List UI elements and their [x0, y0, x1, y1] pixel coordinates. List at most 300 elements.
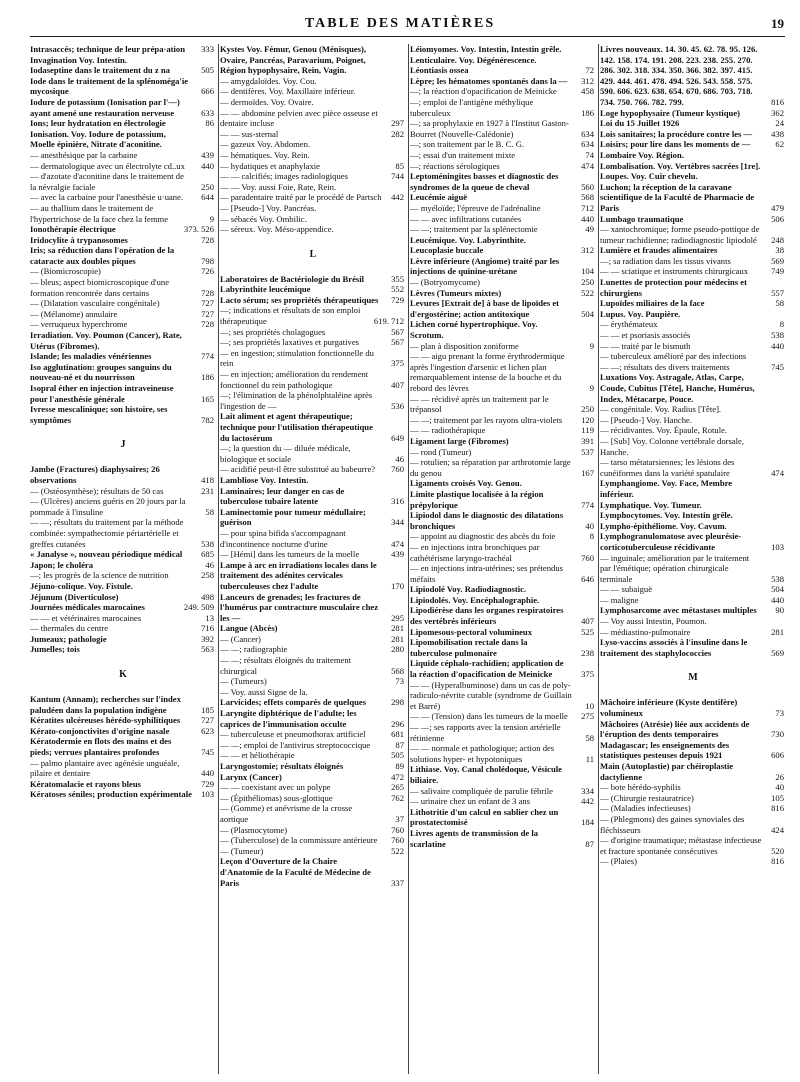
entry-page-number: 479	[771, 202, 784, 213]
index-entry	[220, 284, 406, 295]
entry-page-number: 282	[391, 128, 404, 139]
section-letter: L	[309, 248, 317, 260]
index-entry	[600, 150, 786, 161]
index-entry	[30, 634, 216, 645]
index-entry	[410, 786, 596, 797]
index-entry	[220, 150, 406, 161]
entry-page-number: 250	[581, 404, 594, 415]
entry-text: Lumière et fraudes alimentaires	[600, 245, 718, 256]
index-entry	[600, 478, 786, 499]
entry-page-number: 504	[771, 584, 784, 595]
entry-text: — (Plasmocytome)	[220, 824, 288, 835]
index-entry	[220, 76, 406, 87]
entry-page-number: 119	[581, 425, 594, 436]
index-entry	[410, 394, 596, 415]
index-entry	[220, 793, 406, 804]
entry-page-number: 334	[581, 785, 594, 796]
entry-text: — — aigu prenant la forme érythrodermique après l'ingestion d'arsenic et lichen plan remarquablement intense de la bouche et du rebord des lèvres	[410, 351, 565, 393]
index-entry	[600, 521, 786, 532]
entry-page-number: 295	[391, 612, 404, 623]
entry-text: Lympho-épithéliome. Voy. Cavum.	[600, 520, 727, 531]
entry-page-number: 38	[775, 245, 784, 256]
entry-text: — [Sub] Voy. Colonne vertébrale dorsale, Hanche.	[600, 435, 744, 457]
entry-text: — (Dilatation vasculaire congénitale)	[30, 298, 160, 309]
entry-text: Irradiation. Voy. Poumon (Cancer), Rate, Utérus (Fibromes).	[30, 330, 182, 351]
entry-page-number: 296	[391, 718, 404, 729]
entry-page-number: 536	[391, 400, 404, 411]
entry-page-number: 798	[201, 255, 214, 266]
entry-text: — dermatologique avec un électrolyte cd..ux	[30, 160, 185, 171]
entry-text: Kératites ulcéreuses hérédo-syphilitiques	[30, 715, 181, 726]
index-entry	[410, 510, 596, 531]
entry-page-number: 760	[391, 824, 404, 835]
entry-page-number: 170	[391, 580, 404, 591]
entry-page-number: 9	[589, 340, 594, 351]
entry-page-number: 167	[581, 467, 594, 478]
index-entry	[600, 245, 786, 256]
index-entry	[410, 796, 596, 807]
entry-text: Labyrinthite leucémique	[220, 284, 311, 295]
entry-text: « Janalyse », nouveau périodique médical	[30, 549, 183, 560]
entry-text: Main (Autoplastie) par chéiroplastie dactylienne	[600, 761, 734, 782]
entry-text: Lithiase. Voy. Canal cholédoque, Vésicule biliaire.	[410, 764, 562, 785]
index-entry	[30, 602, 216, 613]
entry-page-number: 120	[581, 414, 594, 425]
entry-text: — hydatiques et anaphylaxie	[220, 160, 320, 171]
entry-text: Kératodermie en flots des mains et des pieds; verrues plantaires profondes	[30, 736, 172, 758]
index-entry	[30, 150, 216, 161]
index-entry	[30, 644, 216, 655]
index-entry	[600, 277, 786, 298]
index-entry	[220, 214, 406, 225]
index-entry	[30, 715, 216, 726]
entry-page-number: 250	[581, 277, 594, 288]
index-entry	[410, 139, 596, 150]
entry-page-number: 73	[395, 676, 404, 687]
entry-text: —; indications et résultats de son emploi thérapeutique	[220, 305, 361, 327]
index-entry	[30, 44, 216, 55]
index-entry	[220, 856, 406, 888]
entry-text: Iridocylite à trypanosomes	[30, 234, 128, 245]
index-entry	[220, 846, 406, 857]
index-entry	[410, 203, 596, 214]
index-entry	[600, 309, 786, 320]
entry-text: — — abdomine pelvien avec pièce osseuse et dentaire incluse	[220, 107, 378, 129]
entry-page-number: 525	[581, 626, 594, 637]
entry-text: — bote hérédo-syphilis	[600, 782, 681, 793]
entry-text: Laryngite diphtérique de l'adulte; les caprices de l'immunisation occulte	[220, 708, 357, 729]
index-entry	[410, 489, 596, 510]
entry-page-number: 362	[771, 107, 784, 118]
entry-page-number: 729	[391, 294, 404, 305]
entry-text: Iso agglutination: groupes sanguins du nouveau-né et du nourrisson	[30, 361, 172, 383]
index-entry	[600, 803, 786, 814]
entry-text: — (Phlegmons) des gaines synoviales des fléchisseurs	[600, 813, 745, 835]
index-entry	[600, 224, 786, 245]
index-entry	[600, 108, 786, 119]
entry-page-number: 375	[581, 669, 594, 680]
entry-page-number: 522	[581, 287, 594, 298]
entry-text: Lyso-vaccins associés à l'insuline dans le traitement des staphylococcies	[600, 637, 748, 658]
entry-page-number: 816	[771, 803, 784, 814]
entry-page-number: 458	[581, 86, 594, 97]
index-entry	[410, 531, 596, 542]
index-entry	[220, 464, 406, 475]
entry-page-number: 633	[201, 107, 214, 118]
entry-text: Livres nouveaux. 14. 30. 45. 62. 78. 95. 126. 142. 158. 174. 191. 208. 223. 238. 255. 270. 286. 302. 318. 334. 350. 366. 382. 397. 415. 429. 444. 461. 478. 494. 526. 543. 558. 575. 590. 606. 623. 638. 654. 670. 686. 703. 718. 734. 750. 766. 782. 799.	[600, 44, 758, 107]
index-entry	[600, 531, 786, 552]
entry-page-number: 8	[779, 319, 784, 330]
column-divider	[408, 44, 409, 1074]
entry-page-number: 505	[391, 750, 404, 761]
entry-text: Jumeaux; pathologie	[30, 633, 107, 644]
entry-page-number: 666	[201, 86, 214, 97]
entry-text: Lymphosarcome avec métastases multiples	[600, 605, 757, 616]
entry-page-number: 10	[585, 700, 594, 711]
index-column-1	[30, 44, 216, 1074]
index-entry	[410, 722, 596, 743]
index-entry	[220, 729, 406, 740]
index-entry	[600, 595, 786, 606]
index-entry	[600, 372, 786, 404]
entry-page-number: 11	[585, 753, 594, 764]
index-entry	[410, 161, 596, 172]
index-entry	[410, 627, 596, 638]
entry-page-number: 90	[775, 605, 784, 616]
index-entry	[220, 676, 406, 687]
entry-text: — verruqueux hyperchrome	[30, 319, 128, 330]
entry-text: Ionisation. Voy. Iodure de potassium, Moelle épinière, Nitrate d'aconitine.	[30, 128, 166, 150]
page-number: 19	[771, 16, 784, 31]
entry-page-number: 472	[391, 771, 404, 782]
entry-text: — (Maladies infectieuses)	[600, 803, 691, 814]
index-entry	[30, 517, 216, 549]
entry-page-number: 337	[391, 877, 404, 888]
index-entry	[220, 549, 406, 560]
entry-page-number: 418	[201, 474, 214, 485]
entry-text: —; réactions sérologiques	[410, 160, 500, 171]
entry-page-number: 504	[581, 308, 594, 319]
index-entry	[600, 782, 786, 793]
entry-text: — sébacés Voy. Ombilic.	[220, 213, 307, 224]
entry-page-number: 716	[201, 623, 214, 634]
entry-text: Léontiasis ossea	[410, 65, 469, 76]
index-entry	[220, 295, 406, 306]
entry-text: — en ingestion; stimulation fonctionnelle du rein	[220, 347, 374, 369]
entry-text: — congénitale. Voy. Radius [Tête].	[600, 404, 722, 415]
entry-page-number: 520	[771, 845, 784, 856]
index-entry	[600, 182, 786, 214]
index-entry	[410, 65, 596, 76]
entry-page-number: 281	[391, 623, 404, 634]
index-entry	[600, 436, 786, 457]
entry-text: Laryngostomie; résultats éloignés	[220, 761, 344, 771]
entry-text: Iris; sa réduction dans l'opération de la cataracte aux doubles piques	[30, 245, 175, 266]
entry-text: Japon; le choléra	[30, 559, 94, 570]
entry-page-number: 745	[771, 361, 784, 372]
index-entry	[220, 97, 406, 108]
index-entry	[220, 825, 406, 836]
entry-page-number: 103	[201, 789, 214, 800]
index-entry	[410, 298, 596, 319]
entry-text: — —; traitement par les rayons ultra-violets	[410, 414, 563, 425]
entry-page-number: 58	[775, 298, 784, 309]
entry-page-number: 568	[391, 665, 404, 676]
entry-text: Luchon; la réception de la caravane scientifique de la Faculté de Pharmacie de Paris	[600, 181, 755, 213]
index-entry	[220, 644, 406, 655]
index-entry	[220, 161, 406, 172]
index-entry	[220, 182, 406, 193]
index-entry	[600, 415, 786, 426]
entry-text: Jambe (Fractures) diaphysaires; 26 observations	[30, 464, 160, 485]
entry-page-number: 40	[585, 520, 594, 531]
entry-page-number: 312	[581, 245, 594, 256]
entry-page-number: 498	[201, 591, 214, 602]
entry-page-number: 644	[201, 192, 214, 203]
index-entry	[600, 351, 786, 362]
index-entry	[600, 510, 786, 521]
entry-page-number: 438	[771, 128, 784, 139]
entry-page-number: 474	[581, 160, 594, 171]
entry-page-number: 250	[201, 181, 214, 192]
entry-text: — [Pseudo-] Voy. Pancréas.	[220, 202, 317, 213]
entry-text: — pour spina bifida s'accompagnant d'incontinence nocturne d'urine	[220, 527, 346, 549]
index-entry	[600, 697, 786, 718]
index-entry	[410, 637, 596, 658]
index-entry	[30, 694, 216, 715]
entry-page-number: 103	[771, 541, 784, 552]
entry-page-number: 312	[581, 75, 594, 86]
index-entry	[600, 214, 786, 225]
entry-text: Leçon d'Ouverture de la Chaire d'Anatomie de la Faculté de Médecine de Paris	[220, 856, 371, 888]
entry-page-number: 72	[585, 65, 594, 76]
entry-text: — en injection; amélioration du rendement fonctionnel du rein pathologique	[220, 369, 369, 390]
entry-text: — — (Tension) dans les tumeurs de la moelle	[410, 711, 568, 722]
index-entry	[30, 203, 216, 224]
entry-text: — rond (Tumeur)	[410, 446, 472, 457]
entry-page-number: 729	[201, 778, 214, 789]
entry-page-number: 407	[391, 379, 404, 390]
entry-text: Leucoplasie buccale	[410, 245, 484, 256]
entry-text: Laminaires; leur danger en cas de tuberculose tubaire latente	[220, 485, 345, 507]
entry-text: Lymphocytomes. Voy. Intestin grêle.	[600, 510, 733, 521]
entry-text: — (Mélanome) annulaire	[30, 308, 118, 319]
entry-text: — — avec infiltrations cutanées	[410, 213, 522, 224]
page-header	[0, 14, 800, 38]
entry-page-number: 62	[775, 139, 784, 150]
entry-text: Kantum (Annam); recherches sur l'index paludéen dans la population indigène	[30, 694, 181, 715]
entry-page-number: 505	[201, 65, 214, 76]
index-entry	[600, 856, 786, 867]
entry-text: —; sa prophylaxie en 1927 à l'Institut Gaston-Bourret (Nouvelle-Calédonie)	[410, 118, 569, 139]
entry-text: — hématiques. Voy. Rein.	[220, 149, 310, 160]
index-entry	[600, 761, 786, 782]
entry-page-number: 552	[391, 284, 404, 295]
index-entry	[600, 161, 786, 172]
entry-page-number: 440	[771, 594, 784, 605]
entry-page-number: 249. 509	[183, 602, 214, 613]
index-entry	[220, 390, 406, 411]
entry-page-number: 87	[395, 739, 404, 750]
index-entry	[410, 150, 596, 161]
entry-text: — paradentaire traité par le procédé de Partsch	[220, 192, 382, 203]
entry-page-number: 522	[391, 845, 404, 856]
entry-text: — plan à disposition zoniforme	[410, 340, 519, 351]
entry-page-number: 13	[205, 612, 214, 623]
entry-text: Lymphogranulomatose avec pleurésie-corticotuberculeuse récidivante	[600, 531, 742, 552]
entry-page-number: 105	[771, 792, 784, 803]
index-entry	[410, 425, 596, 436]
entry-text: — (Tuberculose) de la commissure antérieure	[220, 835, 378, 846]
index-entry	[410, 711, 596, 722]
entry-page-number: 567	[391, 326, 404, 337]
index-entry	[600, 605, 786, 616]
entry-page-number: 333	[201, 44, 214, 54]
entry-text: Langue (Abcès)	[220, 623, 278, 634]
index-entry	[220, 224, 406, 235]
entry-text: Lipomesous-pectoral volumineux	[410, 626, 532, 637]
index-entry	[220, 528, 406, 549]
index-entry	[600, 457, 786, 478]
index-entry	[30, 613, 216, 624]
entry-page-number: 728	[201, 234, 214, 245]
entry-text: — anesthésique par la carbaine	[30, 149, 138, 160]
entry-text: Ivresse mescalinique; son histoire, ses symptômes	[30, 404, 168, 425]
entry-page-number: 681	[391, 729, 404, 740]
entry-page-number: 506	[771, 213, 784, 224]
entry-text: — appoint au diagnostic des abcès du foie	[410, 531, 556, 542]
index-entry	[600, 627, 786, 638]
entry-text: Leucémie aiguë	[410, 192, 468, 203]
entry-page-number: 439	[201, 149, 214, 160]
entry-page-number: 46	[395, 453, 404, 464]
entry-text: Larynx (Cancer)	[220, 771, 282, 782]
entry-page-number: 424	[771, 824, 784, 835]
index-entry	[30, 486, 216, 497]
index-entry	[220, 803, 406, 824]
entry-page-number: 569	[771, 647, 784, 658]
index-entry	[30, 779, 216, 790]
entry-text: —; emploi de l'antigène méthylique tuberculeux	[410, 96, 534, 118]
entry-text: Lipiodolés. Voy. Encéphalographie.	[410, 594, 540, 605]
entry-page-number: 816	[771, 96, 784, 107]
index-entry	[30, 496, 216, 517]
index-entry	[30, 736, 216, 757]
entry-page-number: 538	[771, 573, 784, 584]
index-entry	[600, 500, 786, 511]
index-entry	[410, 436, 596, 447]
entry-text: Lupoïdes miliaires de la face	[600, 298, 705, 309]
entry-text: — (Épithéliomas) sous-glottique	[220, 792, 333, 803]
entry-text: Lumbago traumatique	[600, 213, 684, 224]
index-entry	[30, 97, 216, 118]
index-entry	[220, 507, 406, 528]
entry-text: — — (Hyperalbuminose) dans un cas de poly-radiculo-névrite curable (syndrome de Guillain et Barré)	[410, 679, 572, 711]
entry-page-number: 606	[771, 750, 784, 761]
index-entry	[220, 486, 406, 507]
index-entry	[30, 319, 216, 330]
index-entry	[410, 563, 596, 584]
index-entry	[30, 245, 216, 266]
entry-text: — Voy aussi Intestin, Poumon.	[600, 616, 707, 627]
index-entry	[30, 581, 216, 592]
entry-page-number: 442	[581, 796, 594, 807]
index-entry	[410, 235, 596, 246]
entry-text: — bleus; aspect biomicroscopique d'une formation rencontrée dans certains	[30, 277, 170, 298]
entry-text: — en injections intra bronchiques par cathétérisme laryngo-trachéal	[410, 541, 540, 563]
entry-text: — — radiothérapique	[410, 425, 486, 436]
index-entry	[410, 658, 596, 679]
entry-page-number: 375	[391, 358, 404, 369]
entry-text: — récidivantes. Voy. Épaule, Rotule.	[600, 425, 728, 436]
entry-page-number: 186	[201, 372, 214, 383]
entry-text: Luxations Voy. Astragale, Atlas, Carpe, Coude, Cubitus [Tête], Hanche, Humérus, Index, Métacarpe, Pouce.	[600, 372, 755, 404]
entry-text: — — et héliothérapie	[220, 750, 295, 761]
index-entry	[600, 330, 786, 341]
entry-text: Loupes. Voy. Cuir chevelu.	[600, 171, 698, 182]
column-divider	[598, 44, 599, 1074]
index-entry	[220, 655, 406, 676]
index-entry	[600, 584, 786, 595]
entry-text: Lipiodolé Voy. Radiodiagnostic.	[410, 584, 527, 595]
index-entry	[600, 740, 786, 761]
entry-text: — —; ses rapports avec la tension artérielle rétinienne	[410, 722, 561, 743]
entry-page-number: 762	[391, 792, 404, 803]
entry-text: — amygdaloïdes. Voy. Cou.	[220, 75, 317, 86]
entry-text: — — subaiguë	[600, 584, 653, 595]
index-entry	[220, 369, 406, 390]
entry-text: Kystes Voy. Fémur, Genou (Ménisques), Ovaire, Pancréas, Paravarium, Poignet, Région hypophysaire, Rein, Vagin.	[220, 44, 367, 76]
index-entry	[410, 542, 596, 563]
entry-page-number: 104	[581, 266, 594, 277]
index-entry	[410, 743, 596, 764]
entry-page-number: 774	[581, 499, 594, 510]
entry-text: Ligaments croisés Voy. Genou.	[410, 478, 522, 489]
index-entry	[30, 76, 216, 97]
index-entry	[410, 478, 596, 489]
entry-page-number: 73	[775, 708, 784, 719]
entry-page-number: 275	[581, 711, 594, 722]
entry-text: Laboratoires de Bactériologie du Brésil	[220, 273, 365, 284]
section-letter: J	[120, 439, 126, 451]
entry-text: — thermales du centre	[30, 623, 109, 634]
entry-page-number: 712	[581, 202, 594, 213]
entry-text: Ions; leur hydratation en électrologie	[30, 118, 166, 129]
index-entry	[220, 337, 406, 348]
index-entry	[30, 129, 216, 150]
entry-text: Ionothérapie électrique	[30, 224, 116, 235]
entry-text: Islande; les maladies vénériennes	[30, 351, 152, 362]
entry-page-number: 58	[585, 732, 594, 743]
entry-text: Ligament large (Fibromes)	[410, 435, 509, 446]
entry-text: —; ses propriétés cholagogues	[220, 326, 326, 337]
entry-text: — rotulien; sa réparation par arthrotomie large du genou	[410, 457, 571, 478]
entry-page-number: 474	[391, 538, 404, 549]
entry-text: Lipiodol dans le diagnostic des dilatations bronchiques	[410, 510, 564, 531]
index-entry	[30, 383, 216, 404]
index-entry	[30, 298, 216, 309]
index-entry	[410, 807, 596, 828]
header-rule	[30, 36, 785, 37]
entry-page-number: 649	[391, 432, 404, 443]
entry-page-number: 816	[771, 856, 784, 867]
entry-text: — (Tumeurs)	[220, 676, 267, 687]
entry-page-number: 280	[391, 644, 404, 655]
index-entry	[30, 726, 216, 737]
entry-text: — xantochromique; forme pseudo-pottique de tumeur rachidienne; radiodiagnostic lipiodolé	[600, 224, 760, 245]
entry-text: — urinaire chez un enfant de 3 ans	[410, 796, 531, 807]
entry-text: Iodaseptine dans le traitement du z na	[30, 65, 170, 76]
